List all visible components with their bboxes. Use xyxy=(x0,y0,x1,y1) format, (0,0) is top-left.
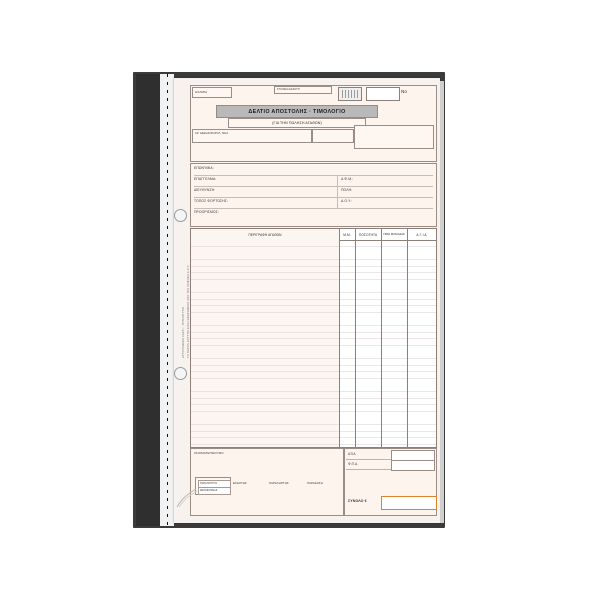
customer-field-label-1: ΕΠΑΓΓΕΛΜΑ: xyxy=(194,177,217,181)
customer-field-right-3: Δ.Ο.Υ.: xyxy=(341,199,353,203)
customer-field-right-1: Α.Φ.Μ.: xyxy=(341,177,354,181)
footer-block xyxy=(190,448,435,514)
barcode-box xyxy=(338,87,362,101)
side-legal-text xyxy=(178,240,190,360)
total-label-2: ΣΥΝΟΛΟ € xyxy=(348,499,367,503)
number-label: Νο xyxy=(401,89,407,94)
vat-value-box[interactable] xyxy=(391,460,435,471)
form-title: ΔΕΛΤΙΟ ΑΠΟΣΤΟΛΗΣ · ΤΙΜΟΛΟΓΙΟ xyxy=(248,108,346,115)
perforation-strip xyxy=(160,74,174,526)
col-header-unit-price: ΤΙΜΗ ΜΟΝΑΔΑΣ xyxy=(383,233,405,236)
punch-hole xyxy=(174,367,187,380)
footer-col-2: ΠΑΡΑΔΟΣΗ xyxy=(307,481,323,485)
customer-field-right-2: ΠΟΛΗ: xyxy=(341,188,353,192)
issuer-name-box xyxy=(192,87,232,98)
delivery-label-1: ΜΕΤΑΦΟΡΕΑΣ xyxy=(200,488,218,492)
issuer-name-label: ΗΧΛΜΙΑ xyxy=(195,90,208,94)
page-curl xyxy=(176,486,198,508)
document-number-box xyxy=(366,87,400,101)
total-label-1: Φ.Π.Α. xyxy=(348,462,359,466)
license-box xyxy=(192,129,312,143)
issuer-stamp-box xyxy=(354,125,434,149)
notebook-spine xyxy=(136,74,160,526)
issuer-details-box xyxy=(274,86,332,94)
col-header-quantity: ΠΟΣΟΤΗΤΑ xyxy=(358,232,378,237)
customer-block xyxy=(190,163,437,227)
col-header-amount: Α Ξ Ι Α xyxy=(416,232,427,237)
form-subtitle-box xyxy=(228,118,366,128)
signature-block xyxy=(190,448,344,516)
delivery-checkbox-group[interactable] xyxy=(195,477,231,495)
side-text-line-2: ΑΥΤΟΓΡΑΦΙΚΟ ΧΑΡΤΙ - ΤΡΙΠΛΟΤΥΠΟ xyxy=(182,306,185,358)
header-block xyxy=(190,85,437,162)
footer-col-1: ΠΑΡΑΛΗΠΤΗΣ xyxy=(269,481,289,485)
delivery-label-0: ΠΑΡΑΛΗΠΤΗΣ xyxy=(200,481,218,485)
form-subtitle: (ΓΙΑ ΤΗΝ ΠΩΛΗΣΗ ΑΓΑΘΩΝ) xyxy=(272,121,322,125)
totals-block xyxy=(344,448,437,516)
col-header-description: ΠΕΡΙΓΡΑΦΗ ΑΓΑΘΩΝ xyxy=(248,232,282,237)
col-header-unit: Μ.Μ. xyxy=(343,232,351,237)
license-label: ΑΡ. ΑΔΕΙΑΣ/ΦΟΡΟΛ. ΜΗΧ. xyxy=(195,132,230,135)
customer-field-label-0: ΕΠΩΝΥΜΙΑ: xyxy=(194,166,214,170)
printed-form xyxy=(190,85,435,515)
side-text-line-1: ΤΟ ΠΑΡΟΝ ΕΝΤΥΠΟ ΕΙΝΑΙ ΘΕΩΡΗΜΕΝΟ ΑΠΟ ΤΗΝ ΑΡΜΟΔΙΑ Δ.Ο.Υ. xyxy=(187,264,190,358)
issuer-details-label: ΣΤΟΙΧΕΙΑ ΕΚΔΟΤΗ xyxy=(277,88,300,91)
total-label-0: ΑΞΙΑ xyxy=(348,452,356,456)
customer-field-label-4: ΠΡΟΟΡΙΣΜΟΣ: xyxy=(194,210,219,214)
footer-col-0: ΕΚΔΟΤΗΣ xyxy=(233,481,247,485)
license-value-box xyxy=(312,129,354,143)
form-title-bar xyxy=(216,105,378,118)
page-edge xyxy=(440,81,444,523)
customer-field-label-3: ΤΟΠΟΣ ΦΟΡΤΩΣΗΣ: xyxy=(194,199,229,203)
grand-total-box[interactable] xyxy=(381,496,437,510)
customer-field-label-2: ΔΙΕΥΘΥΝΣΗ: xyxy=(194,188,216,192)
items-rows xyxy=(191,240,436,446)
items-table xyxy=(190,228,437,448)
signature-label: ΟΝΟΜΑΤΕΠΩΝΥΜΟ xyxy=(194,451,224,455)
punch-hole xyxy=(174,209,187,222)
